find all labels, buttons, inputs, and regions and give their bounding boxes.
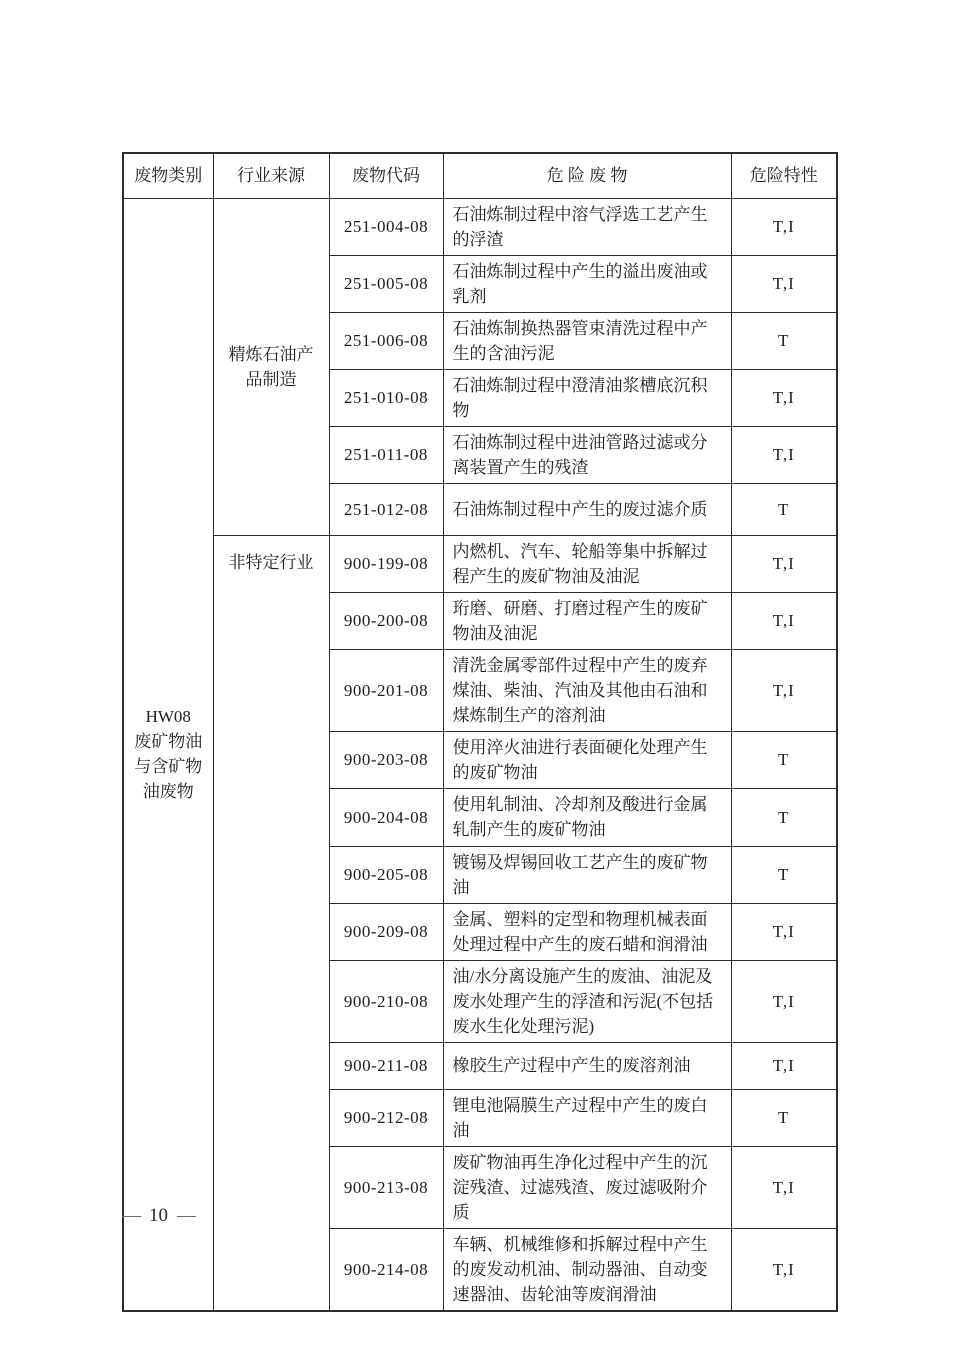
- industry-source-line: 精炼石油产: [228, 344, 314, 364]
- header-hazard-property: 危险特性: [731, 153, 837, 198]
- waste-desc-cell: 内燃机、汽车、轮船等集中拆解过程产生的废矿物油及油泥: [443, 535, 731, 592]
- waste-code-cell: 900-214-08: [329, 1228, 443, 1311]
- waste-desc-cell: 石油炼制过程中澄清油浆槽底沉积物: [443, 369, 731, 426]
- industry-source-line: 品制造: [245, 369, 297, 389]
- waste-code-cell: 900-204-08: [329, 788, 443, 846]
- waste-desc-cell: 废矿物油再生净化过程中产生的沉淀残渣、过滤残渣、废过滤吸附介质: [443, 1146, 731, 1228]
- hazard-property-cell: T,I: [731, 198, 837, 255]
- page-number-dash: —: [122, 1205, 140, 1226]
- hazard-property-cell: T,I: [731, 255, 837, 312]
- waste-desc-cell: 石油炼制过程中产生的废过滤介质: [443, 483, 731, 535]
- waste-code-cell: 900-211-08: [329, 1042, 443, 1089]
- waste-code-cell: 900-213-08: [329, 1146, 443, 1228]
- header-hazardous-waste: 危 险 废 物: [443, 153, 731, 198]
- waste-code-cell: 900-205-08: [329, 846, 443, 903]
- table-row: [123, 198, 837, 255]
- waste-code-cell: 251-004-08: [329, 198, 443, 255]
- hazard-property-cell: T,I: [731, 649, 837, 731]
- waste-code-cell: 900-210-08: [329, 960, 443, 1042]
- hazard-property-cell: T: [731, 846, 837, 903]
- waste-code-cell: 900-201-08: [329, 649, 443, 731]
- waste-desc-cell: 石油炼制过程中产生的溢出废油或乳剂: [443, 255, 731, 312]
- industry-source-cell: [213, 535, 329, 1311]
- category-name-line: 废矿物油: [134, 732, 203, 751]
- waste-code-cell: 900-212-08: [329, 1089, 443, 1146]
- hazard-property-cell: T: [731, 483, 837, 535]
- waste-desc-cell: 油/水分离设施产生的废油、油泥及废水处理产生的浮渣和污泥(不包括废水生化处理污泥): [443, 960, 731, 1042]
- waste-category-cell: [123, 198, 213, 1311]
- hazard-property-cell: T: [731, 1089, 837, 1146]
- industry-source-line: 非特定行业: [228, 552, 314, 572]
- header-industry-source: 行业来源: [213, 153, 329, 198]
- waste-desc-cell: 金属、塑料的定型和物理机械表面处理过程中产生的废石蜡和润滑油: [443, 903, 731, 960]
- waste-desc-cell: 车辆、机械维修和拆解过程中产生的废发动机油、制动器油、自动变速器油、齿轮油等废润滑油: [443, 1228, 731, 1311]
- waste-code-cell: 251-010-08: [329, 369, 443, 426]
- waste-desc-cell: 橡胶生产过程中产生的废溶剂油: [443, 1042, 731, 1089]
- hazard-property-cell: T,I: [731, 535, 837, 592]
- header-waste-code: 废物代码: [329, 153, 443, 198]
- table-header-row: [123, 153, 837, 198]
- category-code: HW08: [145, 707, 191, 726]
- hazard-property-cell: T,I: [731, 426, 837, 483]
- waste-code-cell: 251-006-08: [329, 312, 443, 369]
- hazard-property-cell: T,I: [731, 592, 837, 649]
- waste-desc-cell: 石油炼制过程中进油管路过滤或分离装置产生的残渣: [443, 426, 731, 483]
- waste-code-cell: 900-203-08: [329, 731, 443, 788]
- hazard-property-cell: T,I: [731, 1042, 837, 1089]
- waste-desc-cell: 使用淬火油进行表面硬化处理产生的废矿物油: [443, 731, 731, 788]
- waste-desc-cell: 石油炼制过程中溶气浮选工艺产生的浮渣: [443, 198, 731, 255]
- waste-desc-cell: 使用轧制油、冷却剂及酸进行金属轧制产生的废矿物油: [443, 788, 731, 846]
- waste-desc-cell: 石油炼制换热器管束清洗过程中产生的含油污泥: [443, 312, 731, 369]
- waste-code-cell: 251-011-08: [329, 426, 443, 483]
- hazard-property-cell: T,I: [731, 369, 837, 426]
- waste-desc-cell: 珩磨、研磨、打磨过程产生的废矿物油及油泥: [443, 592, 731, 649]
- waste-code-cell: 251-005-08: [329, 255, 443, 312]
- hazard-property-cell: T: [731, 312, 837, 369]
- waste-code-cell: 251-012-08: [329, 483, 443, 535]
- hazard-property-cell: T: [731, 731, 837, 788]
- header-waste-category: 废物类别: [123, 153, 213, 198]
- waste-code-cell: 900-209-08: [329, 903, 443, 960]
- hazard-property-cell: T,I: [731, 903, 837, 960]
- hazard-property-cell: T,I: [731, 1228, 837, 1311]
- hazard-property-cell: T,I: [731, 1146, 837, 1228]
- table-row: [123, 535, 837, 592]
- waste-desc-cell: 清洗金属零部件过程中产生的废弃煤油、柴油、汽油及其他由石油和煤炼制生产的溶剂油: [443, 649, 731, 731]
- category-name-line: 油废物: [142, 782, 194, 801]
- waste-code-cell: 900-200-08: [329, 592, 443, 649]
- category-name-line: 与含矿物: [134, 757, 203, 776]
- waste-code-cell: 900-199-08: [329, 535, 443, 592]
- waste-desc-cell: 锂电池隔膜生产过程中产生的废白油: [443, 1089, 731, 1146]
- hazardous-waste-table: [122, 152, 838, 1312]
- page-number: [122, 1205, 195, 1227]
- waste-desc-cell: 镀锡及焊锡回收工艺产生的废矿物油: [443, 846, 731, 903]
- industry-source-cell: [213, 198, 329, 535]
- page-number-dash: —: [177, 1205, 195, 1226]
- hazard-property-cell: T: [731, 788, 837, 846]
- hazard-property-cell: T,I: [731, 960, 837, 1042]
- page-number-value: 10: [149, 1205, 168, 1226]
